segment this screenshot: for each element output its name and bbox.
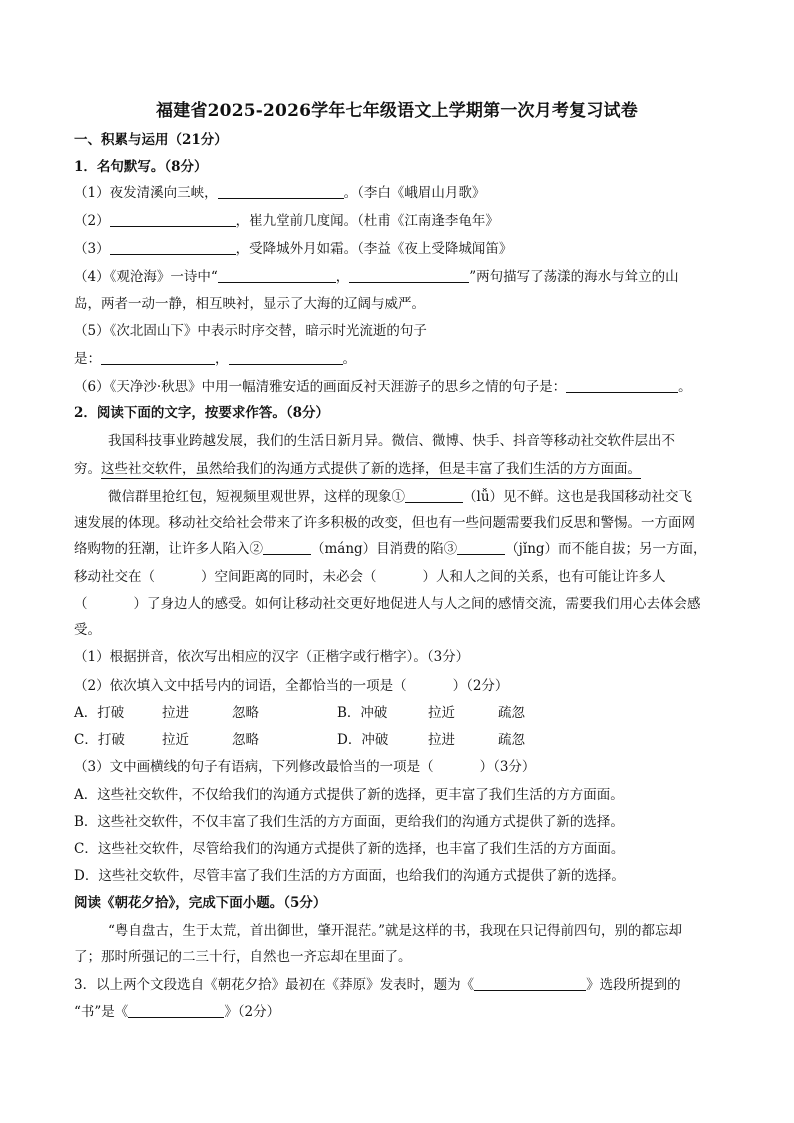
answer-blank[interactable]: [110, 240, 236, 255]
underlined-sentence: 这些社交软件，虽然给我们的沟通方式提供了新的选择，但是丰富了我们生活的方方面面。: [101, 461, 641, 477]
answer-blank[interactable]: [474, 976, 586, 991]
option-a-word2: 拉进: [162, 705, 189, 721]
q2-heading: 2．阅读下面的文字，按要求作答。（8分）: [74, 405, 330, 421]
q1-item-3: [74, 240, 512, 258]
q1-item-3-text: ，受降城外月如霜。（李益《夜上受降城闻笛》: [235, 241, 513, 257]
text: ）人和人之间的关系，也有可能让许多人: [422, 569, 666, 585]
revision-option-b[interactable]: B．这些社交软件，不仅丰富了我们生活的方方面面，更给我们的沟通方式提供了新的选择。: [74, 814, 624, 830]
q2-para2-line4: [74, 568, 666, 586]
period: 。: [678, 379, 692, 395]
answer-blank[interactable]: [349, 268, 469, 283]
comma: ，: [215, 351, 229, 367]
q1-item-5: （5）《次北固山下》中表示时序交替，暗示时光流逝的句子: [74, 323, 427, 339]
answer-blank[interactable]: [566, 378, 678, 393]
q1-item-2-text: ，崔九堂前几度闻。（杜甫《江南逢李龟年》: [235, 213, 499, 229]
answer-blank[interactable]: [128, 1003, 224, 1018]
q2-sub2: [74, 677, 508, 695]
option-c-word3: 忽略: [232, 732, 259, 748]
answer-blank[interactable]: [229, 350, 343, 365]
text: 移动社交在（: [74, 569, 155, 585]
q1-item-4-text-end: ”两句描写了荡漾的海水与耸立的山: [469, 269, 679, 285]
option-b-word1[interactable]: B．冲破: [337, 705, 388, 721]
q2-para2-line5: [74, 595, 701, 613]
q2-para1-line2: [74, 460, 641, 478]
option-d-word1[interactable]: D．冲破: [337, 732, 389, 748]
text: ）空间距离的同时，未必会（: [201, 569, 377, 585]
text: 3．以上两个文段选自《朝花夕拾》最初在《莽原》发表时，题为《: [74, 977, 475, 993]
q2-para2-line2: 速发展的体现。移动社交给社会带来了许多积极的改变，但也有一些问题需要我们反思和警惕。一方面网: [74, 515, 695, 531]
option-b-word2: 拉近: [428, 705, 455, 721]
answer-blank[interactable]: [218, 268, 336, 283]
text: 络购物的狂潮，让许多人陷入②: [74, 541, 263, 557]
text: 微信群里抢红包，短视频里观世界，这样的现象①: [108, 489, 405, 505]
option-d-word2: 拉进: [428, 732, 455, 748]
q1-item-6-text: （6）《天净沙·秋思》中用一幅清雅安适的画面反衬天涯游子的思乡之情的句子是：: [74, 379, 567, 395]
text: （jǐng）而不能自拔；另一方面，: [505, 541, 707, 557]
option-c-word1[interactable]: C．打破: [74, 732, 125, 748]
text: 》选段所提到的: [586, 977, 681, 993]
q1-item-6: [74, 378, 692, 396]
q1-item-5-prefix: 是：: [74, 351, 101, 367]
q1-item-4: [74, 268, 679, 286]
q3-line1: [74, 976, 681, 994]
q2-para1-line1: 我国科技事业跨越发展，我们的生活日新月异。微信、微博、快手、抖音等移动社交软件层出不: [108, 433, 675, 449]
q1-item-4-text: （4）《观沧海》一诗中“: [74, 269, 218, 285]
q3-line2: [74, 1003, 280, 1021]
text: ）（3分）: [479, 759, 536, 775]
q1-item-1-source: 。（李白《峨眉山月歌》: [343, 185, 486, 201]
q2-para2-line3: [74, 540, 707, 558]
reading-passage-line1: “粤自盘古，生于太荒，首出御世，肇开混茫。”就是这样的书，我现在只记得前四句，别的都忘却: [108, 923, 683, 939]
option-a-word3: 忽略: [232, 705, 259, 721]
q2-sub3: [74, 758, 535, 776]
comma: ，: [335, 269, 350, 285]
text: “书”是《: [74, 1004, 129, 1020]
q2-para2-line6: 受。: [74, 622, 101, 638]
answer-blank[interactable]: [110, 212, 236, 227]
text: 穷。: [74, 461, 101, 477]
answer-blank-2[interactable]: [263, 540, 311, 555]
exam-title: 福建省2025-2026学年七年级语文上学期第一次月考复习试卷: [156, 101, 638, 121]
text: （máng）目消费的陷③: [311, 541, 458, 557]
section-heading: 一、积累与运用（21分）: [74, 132, 228, 148]
answer-blank-1[interactable]: [405, 488, 463, 503]
text: ）（2分）: [452, 678, 509, 694]
reading-passage-line2: 了；那时所强记的二三十行，自然也一齐忘却在里面了。: [74, 949, 412, 965]
answer-blank[interactable]: [218, 184, 344, 199]
text: （3）文中画横线的句子有语病，下列修改最恰当的一项是（: [74, 759, 434, 775]
revision-option-a[interactable]: A．这些社交软件，不仅给我们的沟通方式提供了新的选择，更丰富了我们生活的方方面面。: [74, 787, 624, 803]
q2-sub1: （1）根据拼音，依次写出相应的汉字（正楷字或行楷字）。（3分）: [74, 649, 470, 665]
q1-item-1-text: （1）夜发清溪向三峡，: [74, 185, 218, 201]
text: （: [74, 596, 88, 612]
option-b-word3: 疏忽: [498, 705, 525, 721]
reading-heading: 阅读《朝花夕拾》，完成下面小题。（5分）: [74, 895, 327, 911]
revision-option-d[interactable]: D．这些社交软件，尽管丰富了我们生活的方方面面，也给我们的沟通方式提供了新的选择。: [74, 868, 625, 884]
q1-item-1: [74, 184, 485, 202]
option-a-word1[interactable]: A．打破: [74, 705, 125, 721]
q1-item-5-cont: [74, 350, 356, 368]
text: ）了身边人的感受。如何让移动社交更好地促进人与人之间的感情交流，需要我们用心去体会感: [133, 596, 701, 612]
period: 。: [342, 351, 356, 367]
option-c-word2: 拉近: [162, 732, 189, 748]
q1-item-3-number: （3）: [74, 241, 110, 257]
q1-heading: 1．名句默写。（8分）: [74, 159, 208, 175]
text: （lǚ）见不鲜。这也是我国移动社交飞: [463, 489, 693, 505]
q1-item-4-cont: 岛，两者一动一静，相互映衬，显示了大海的辽阔与威严。: [74, 296, 425, 312]
text: 》（2分）: [224, 1004, 281, 1020]
q1-item-2-number: （2）: [74, 213, 110, 229]
answer-blank[interactable]: [101, 350, 215, 365]
q1-item-2: [74, 212, 499, 230]
answer-blank-3[interactable]: [457, 540, 505, 555]
q2-para2-line1: [108, 488, 692, 506]
text: （2）依次填入文中括号内的词语，全都恰当的一项是（: [74, 678, 407, 694]
option-d-word3: 疏忽: [498, 732, 525, 748]
revision-option-c[interactable]: C．这些社交软件，尽管给我们的沟通方式提供了新的选择，也丰富了我们生活的方方面面。: [74, 841, 625, 857]
